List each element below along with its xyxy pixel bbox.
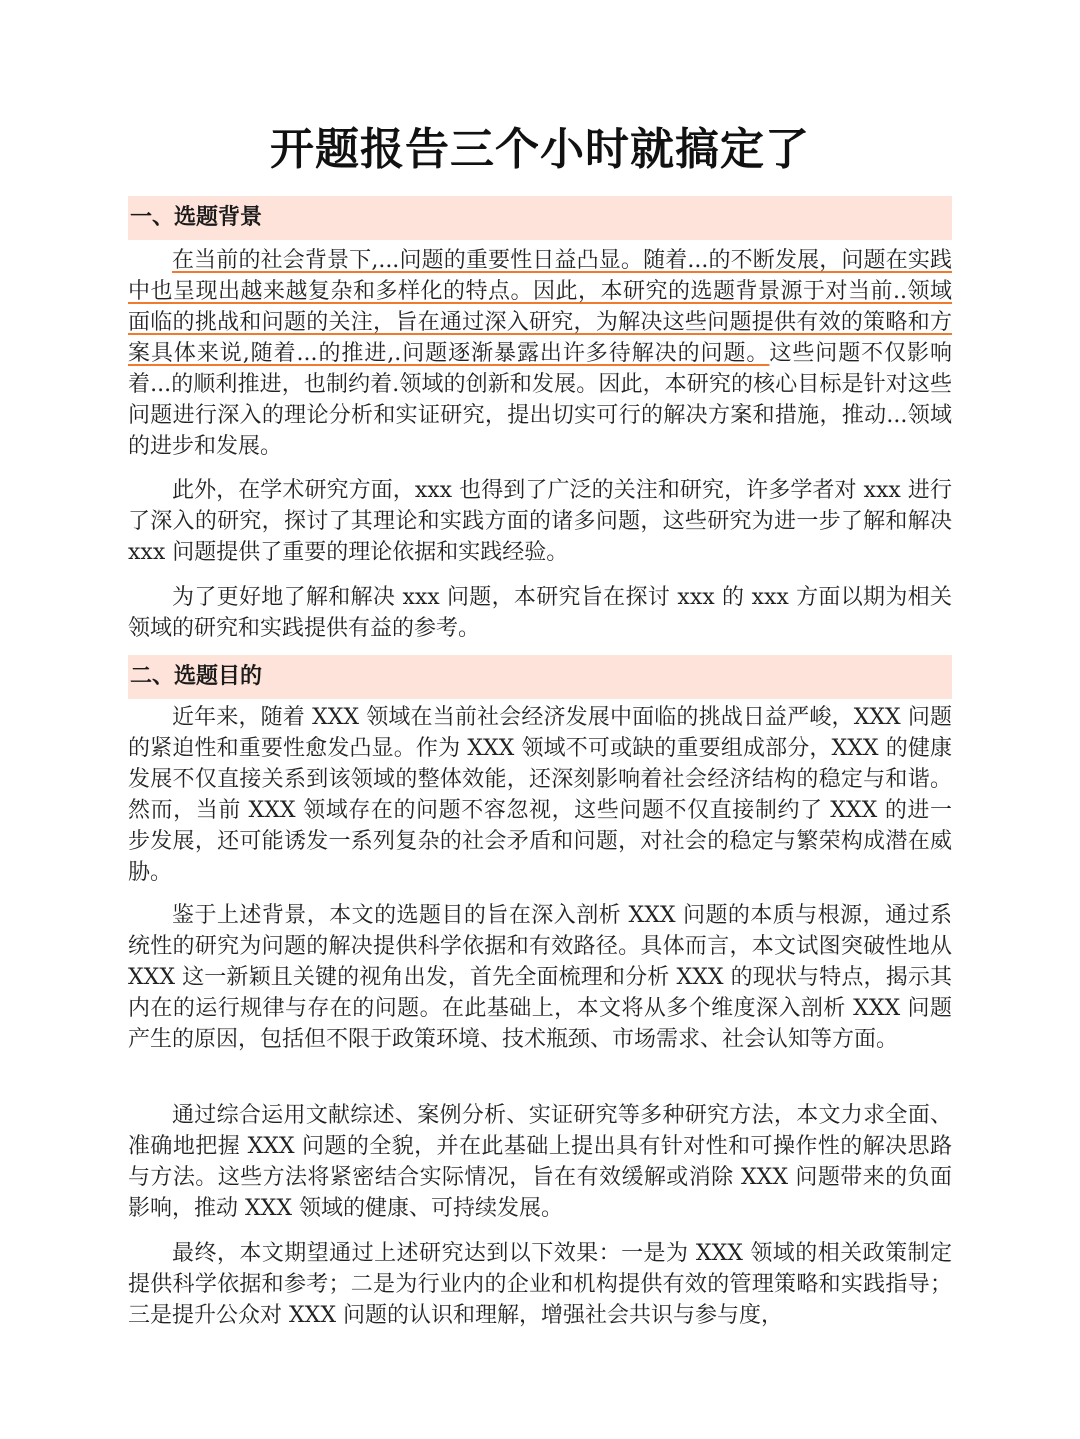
section-heading-purpose: 二、选题目的: [128, 655, 952, 699]
paragraph-background-2: 此外，在学术研究方面，xxx 也得到了广泛的关注和研究，许多学者对 xxx 进行了深入的研究，探讨了其理论和实践方面的诸多问题，这些研究为进一步了解和解决 xxx 问题提供了重要的理论依据和实践经验。: [128, 478, 952, 565]
paragraph-purpose-1: 近年来，随着 XXX 领域在当前社会经济发展中面临的挑战日益严峻，XXX 问题的紧迫性和重要性愈发凸显。作为 XXX 领域不可或缺的重要组成部分，XXX 的健康发展不仅直接关系到该领域的整体效能，还深刻影响着社会经济结构的稳定与和谐。然而，当前 XXX 领域存在的问题不容忽视，这些问题不仅直接制约了 XXX 的进一步发展，还可能诱发一系列复杂的社会矛盾和问题，对社会的稳定与繁荣构成潜在威胁。: [128, 705, 952, 885]
paragraph-purpose-4: 最终，本文期望通过上述研究达到以下效果：一是为 XXX 领域的相关政策制定提供科学依据和参考；二是为行业内的企业和机构提供有效的管理策略和实践指导；三是提升公众对 XXX 问题的认识和理解，增强社会共识与参与度，: [128, 1241, 952, 1328]
paragraph-background-1: [128, 245, 952, 462]
page-title: 开题报告三个小时就搞定了: [270, 124, 810, 175]
section-heading-background: 一、选题背景: [128, 196, 952, 240]
highlighted-text: 在当前的社会背景下,...问题的重要性日益凸显。随着...的不断发展，问题在实践中也呈现出越来越复杂和多样化的特点。因此，本研究的选题背景源于对当前..领域面临的挑战和问题的关注，旨在通过深入研究，为解决这些问题提供有效的策略和方案具体来说,随着...的推进,.问题逐渐暴露出许多待解决的问题。: [128, 248, 952, 366]
paragraph-purpose-2: 鉴于上述背景，本文的选题目的旨在深入剖析 XXX 问题的本质与根源，通过系统性的研究为问题的解决提供科学依据和有效路径。具体而言，本文试图突破性地从 XXX 这一新颖且关键的视角出发，首先全面梳理和分析 XXX 的现状与特点，揭示其内在的运行规律与存在的问题。在此基础上，本文将从多个维度深入剖析 XXX 问题产生的原因，包括但不限于政策环境、技术瓶颈、市场需求、社会认知等方面。: [128, 903, 952, 1052]
paragraph-background-3: 为了更好地了解和解决 xxx 问题，本研究旨在探讨 xxx 的 xxx 方面以期为相关领域的研究和实践提供有益的参考。: [128, 585, 952, 641]
paragraph-text: 这些问题不仅影响着...的顺利推进，也制约着.领域的创新和发展。因此，本研究的核心目标是针对这些问题进行深入的理论分析和实证研究，提出切实可行的解决方案和措施，推动...领域的进步和发展。: [128, 341, 952, 459]
paragraph-purpose-3: 通过综合运用文献综述、案例分析、实证研究等多种研究方法，本文力求全面、准确地把握 XXX 问题的全貌，并在此基础上提出具有针对性和可操作性的解决思路与方法。这些方法将紧密结合实际情况，旨在有效缓解或消除 XXX 问题带来的负面影响，推动 XXX 领域的健康、可持续发展。: [128, 1103, 952, 1221]
